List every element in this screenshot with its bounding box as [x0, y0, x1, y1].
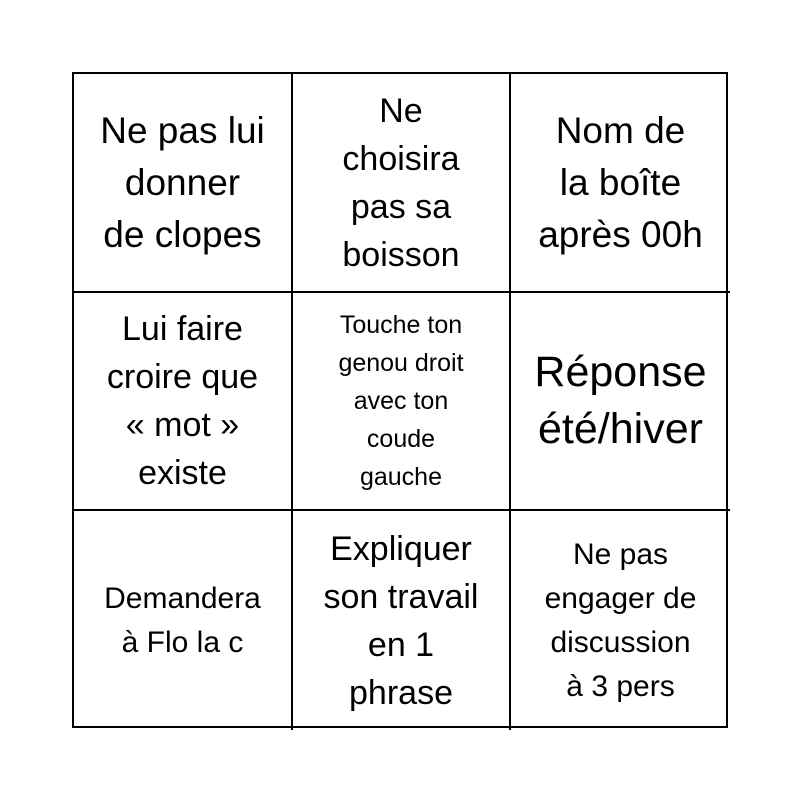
cell-text: Expliquer son travail en 1 phrase: [323, 529, 479, 712]
bingo-cell-r1c3[interactable]: [511, 74, 730, 293]
cell-text: Demandera à Flo la c: [104, 581, 261, 659]
bingo-cell-r2c2[interactable]: [293, 293, 511, 511]
cell-text: Nom de la boîte après 00h: [538, 109, 703, 255]
cell-text: Ne choisira pas sa boisson: [342, 91, 460, 274]
bingo-cell-r3c3[interactable]: [511, 511, 730, 730]
bingo-cell-r2c1[interactable]: [74, 293, 293, 511]
bingo-cell-r1c1[interactable]: [74, 74, 293, 293]
bingo-cell-r3c2[interactable]: [293, 511, 511, 730]
bingo-board: [72, 72, 728, 728]
cell-text: Ne pas engager de discussion à 3 pers: [544, 537, 697, 703]
bingo-cell-r1c2[interactable]: [293, 74, 511, 293]
cell-text: Ne pas lui donner de clopes: [100, 109, 265, 255]
cell-text: Touche ton genou droit avec ton coude gauche: [338, 311, 464, 491]
cell-text: Lui faire croire que « mot » existe: [106, 310, 259, 492]
cell-text: Réponse été/hiver: [534, 348, 707, 453]
bingo-cell-r3c1[interactable]: [74, 511, 293, 730]
bingo-cell-r2c3[interactable]: [511, 293, 730, 511]
